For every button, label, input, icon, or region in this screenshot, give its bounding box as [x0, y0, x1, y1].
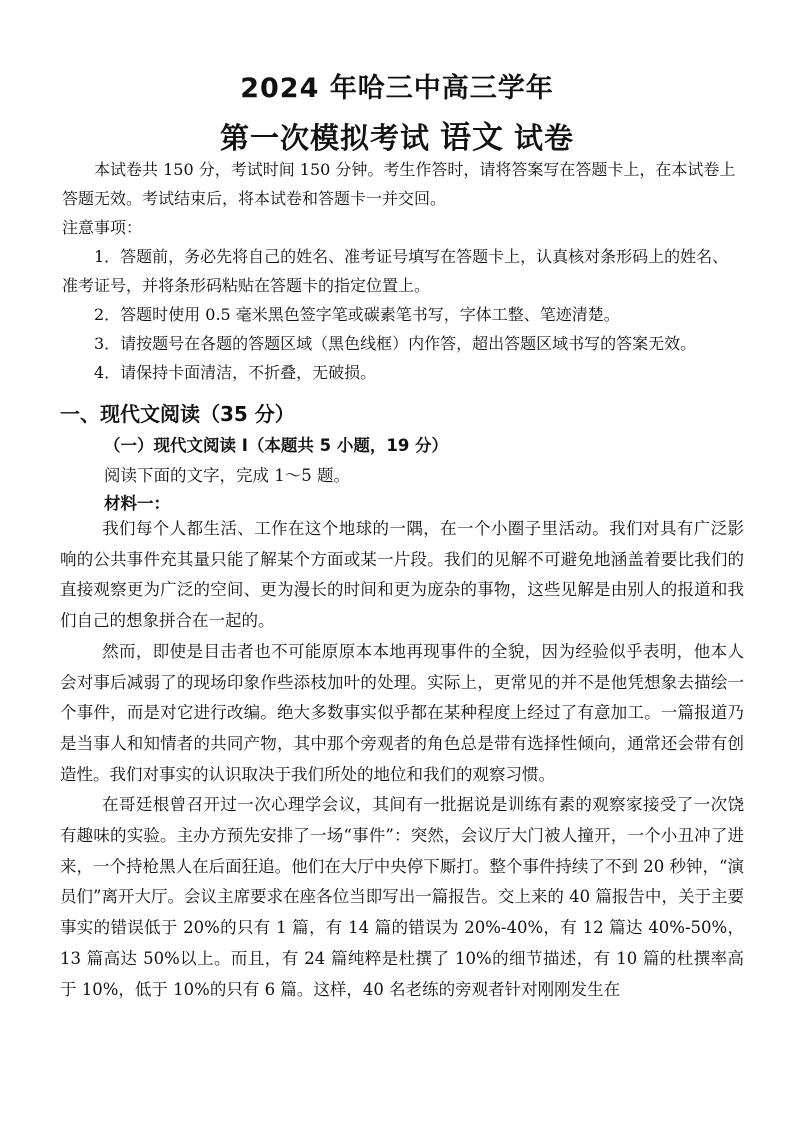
title-prefix: 第一次模拟考试 — [219, 121, 430, 155]
title-suffix: 试卷 — [514, 121, 575, 155]
passage-paragraph: 然而，即使是目击者也不可能原原本本地再现事件的全貌，因为经验似乎表明，他本人会对事后减弱了的现场印象作些添枝加叶的处理。实际上，更常见的并不是他凭想象去描绘一个事件，而是对它进行改编。绝大多数事实似乎都在某种程度上经过了有意加工。一篇报道乃是当事人和知情者的共同产物，其中那个旁观者的角色总是带有选择性倾向，通常还会带有创造性。我们对事实的认识取决于我们所处的地位和我们的观察习惯。 — [60, 641, 744, 784]
exam-instructions — [62, 155, 742, 387]
notice-rule-2: 2．答题时使用 0.5 毫米黑色签字笔或碳素笔书写，字体工整、笔迹清楚。 — [94, 305, 620, 324]
intro-text: 本试卷共 150 分，考试时间 150 分钟。考生作答时，请将答案写在答题卡上，在本试卷上答题无效。考试结束后，将本试卷和答题卡一并交回。 — [62, 160, 736, 208]
notice-rule-3: 3．请按题号在各题的答题区域（黑色线框）内作答，超出答题区域书写的答案无效。 — [94, 334, 697, 353]
title-subject: 语文 — [440, 120, 504, 156]
passage-paragraph: 我们每个人都生活、工作在这个地球的一隅，在一个小圈子里活动。我们对具有广泛影响的公共事件充其量只能了解某个方面或某一片段。我们的见解不可避免地涵盖着要比我们的直接观察更为广泛的空间、更为漫长的时间和更为庞杂的事物，这些见解是由别人的报道和我们自己的想象拼合在一起的。 — [60, 519, 744, 631]
exam-title-line1: 2024 年哈三中高三学年 — [240, 73, 554, 104]
subsection-heading: （一）现代文阅读 I（本题共 5 小题，19 分） — [104, 436, 449, 455]
section-heading: 一、现代文阅读（35 分） — [60, 402, 295, 426]
passage-paragraph: 在哥廷根曾召开过一次心理学会议，其间有一批据说是训练有素的观察家接受了一次饶有趣味的实验。主办方预先安排了一场“事件”：突然，会议厅大门被人撞开，一个小丑冲了进来，一个持枪黑人在后面狂追。他们在大厅中央停下厮打。整个事件持续了不到 20 秒钟，“演员们”离开大厅。会议主席要求在座各位当即写出一篇报告。交上来的 40 篇报告中，关于主要事实的错误低于 20%的只有 1 篇，有 14 篇的错误为 20%-40%，有 12 篇达 40%-50%，13 篇高达 50%以上。而且，有 24 篇纯粹是杜撰了 10%的细节描述，有 10 篇的杜撰率高于 10%，低于 10%的只有 6 篇。这样，40 名老练的旁观者针对刚刚发生在 — [60, 795, 744, 999]
material-label: 材料一： — [104, 494, 170, 513]
reading-passage — [60, 514, 744, 1005]
reading-instruction: 阅读下面的文字，完成 1～5 题。 — [104, 466, 350, 485]
notice-label: 注意事项： — [62, 218, 143, 237]
notice-rule-1: 1．答题前，务必先将自己的姓名、准考证号填写在答题卡上，认真核对条形码上的姓名、准考证号，并将条形码粘贴在答题卡的指定位置上。 — [62, 247, 729, 295]
notice-rule-4: 4．请保持卡面清洁，不折叠，无破损。 — [94, 363, 377, 382]
exam-title-line2 — [0, 112, 794, 157]
